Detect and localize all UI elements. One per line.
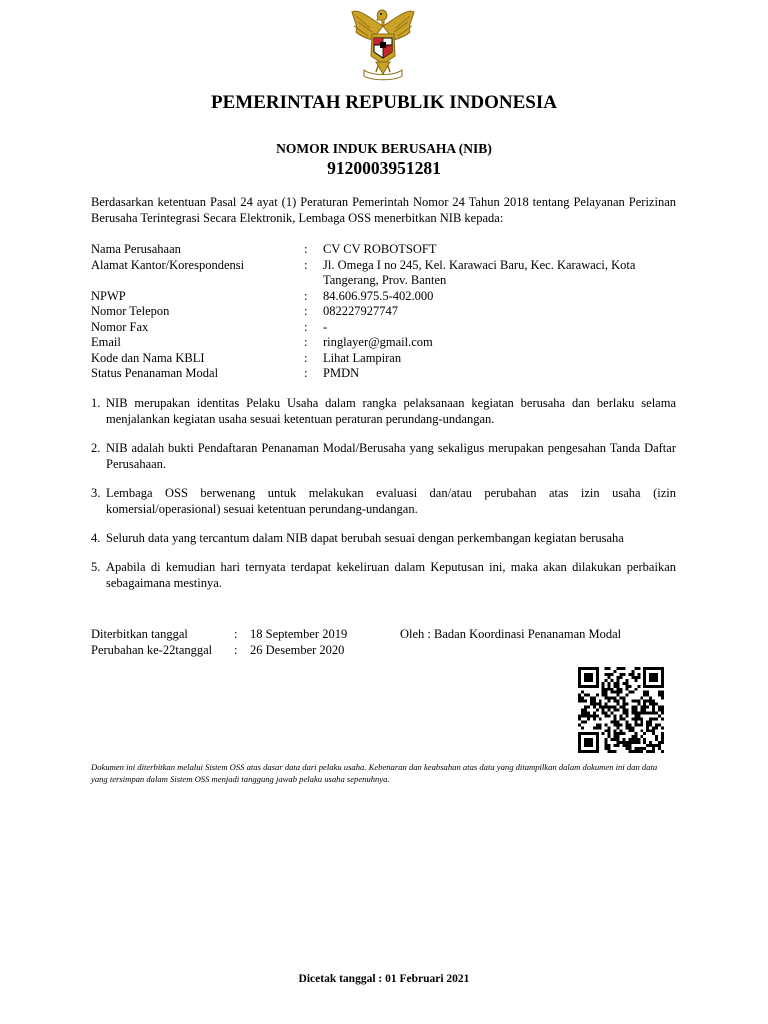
field-colon: :	[304, 288, 308, 303]
printed-date: Dicetak tanggal : 01 Februari 2021	[298, 973, 470, 985]
field-value: ringlayer@gmail.com	[323, 335, 433, 349]
field-label: Alamat Kantor/Korespondensi	[91, 257, 245, 272]
field-investment-status	[91, 366, 676, 382]
notes-list	[91, 395, 676, 604]
field-kbli	[91, 351, 676, 367]
company-details	[91, 242, 676, 382]
changed-label: Perubahan ke-22tanggal	[91, 642, 213, 657]
field-label: NPWP	[91, 288, 126, 303]
field-value: Jl. Omega I no 245, Kel. Karawaci Baru, Kec. Karawaci, Kota Tangerang, Prov. Banten	[323, 257, 636, 287]
garuda-emblem-icon	[348, 4, 418, 84]
field-value: CV CV ROBOTSOFT	[323, 242, 437, 256]
field-fax	[91, 320, 676, 336]
field-label: Nomor Telepon	[91, 304, 170, 318]
disclaimer-text: Dokumen ini diterbitkan melalui Sistem OSS atas dasar data dari pelaku usaha. Kebenaran dan keabsahan atas data yang ditampilkan dalam dokumen ini dan data yang tersimpan dalam Sistem OSS menjadi tanggung jawab pelaku usaha sepenuhnya.	[91, 762, 658, 784]
list-item	[91, 440, 676, 472]
qr-code-icon	[578, 667, 664, 753]
field-colon: :	[304, 350, 308, 365]
issued-label: Diterbitkan tanggal	[91, 627, 188, 641]
note-number: 4.	[91, 531, 101, 545]
list-item	[91, 395, 676, 427]
field-address	[91, 258, 676, 289]
field-value: 84.606.975.5-402.000	[323, 288, 434, 303]
field-value: -	[323, 319, 328, 334]
note-text: NIB merupakan identitas Pelaku Usaha dalam rangka pelaksanaan kegiatan berusaha dan berlaku selama menjalankan kegiatan usaha sesuai ketentuan peraturan perundang-undangan.	[106, 396, 676, 426]
list-item	[91, 530, 676, 546]
field-npwp	[91, 289, 676, 305]
list-item	[91, 559, 676, 591]
issued-row	[91, 627, 676, 643]
note-text: Apabila di kemudian hari ternyata terdapat kekeliruan dalam Keputusan ini, maka akan dilakukan perbaikan sebagaimana mestinya.	[106, 560, 676, 590]
field-label: Email	[91, 335, 121, 349]
field-email	[91, 335, 676, 351]
field-label: Kode dan Nama KBLI	[91, 350, 205, 365]
field-label: Status Penanaman Modal	[91, 366, 219, 380]
issued-colon: :	[234, 627, 238, 641]
note-number: 1.	[91, 396, 101, 410]
intro-paragraph: Berdasarkan ketentuan Pasal 24 ayat (1) Peraturan Pemerintah Nomor 24 Tahun 2018 tentang Pelayanan Perizinan Berusaha Terintegrasi Secara Elektronik, Lembaga OSS menerbitkan NIB kepada:	[91, 195, 676, 225]
issued-by: Oleh : Badan Koordinasi Penanaman Modal	[400, 627, 622, 641]
issued-date: 18 September 2019	[250, 627, 348, 641]
field-colon: :	[304, 257, 308, 272]
list-item	[91, 485, 676, 517]
field-value: 082227927747	[323, 304, 398, 318]
changed-date: 26 Desember 2020	[250, 642, 345, 657]
note-number: 2.	[91, 441, 101, 455]
field-colon: :	[304, 304, 308, 318]
note-text: Lembaga OSS berwenang untuk melakukan evaluasi dan/atau perubahan atas izin usaha (izin komersial/operasional) sesuai ketentuan perundang-undangan.	[106, 486, 676, 516]
field-label: Nomor Fax	[91, 319, 149, 334]
nib-number: 9120003951281	[327, 158, 441, 178]
note-number: 5.	[91, 560, 101, 574]
field-label: Nama Perusahaan	[91, 242, 181, 256]
issuance-info	[91, 627, 676, 658]
field-value: PMDN	[323, 366, 360, 380]
field-colon: :	[304, 242, 308, 256]
note-text: NIB adalah bukti Pendaftaran Penanaman Modal/Berusaha yang sekaligus merupakan pengesahan Tanda Daftar Perusahaan.	[106, 441, 676, 471]
field-value: Lihat Lampiran	[323, 350, 402, 365]
field-colon: :	[304, 366, 308, 380]
field-company-name	[91, 242, 676, 258]
note-number: 3.	[91, 486, 101, 500]
nib-label: NOMOR INDUK BERUSAHA (NIB)	[276, 141, 492, 156]
changed-colon: :	[234, 642, 238, 657]
field-phone	[91, 304, 676, 320]
government-title: PEMERINTAH REPUBLIK INDONESIA	[211, 92, 557, 113]
field-colon: :	[304, 319, 308, 334]
changed-row	[91, 643, 676, 659]
field-colon: :	[304, 335, 308, 349]
note-text: Seluruh data yang tercantum dalam NIB dapat berubah sesuai dengan perkembangan kegiatan berusaha	[106, 531, 624, 545]
